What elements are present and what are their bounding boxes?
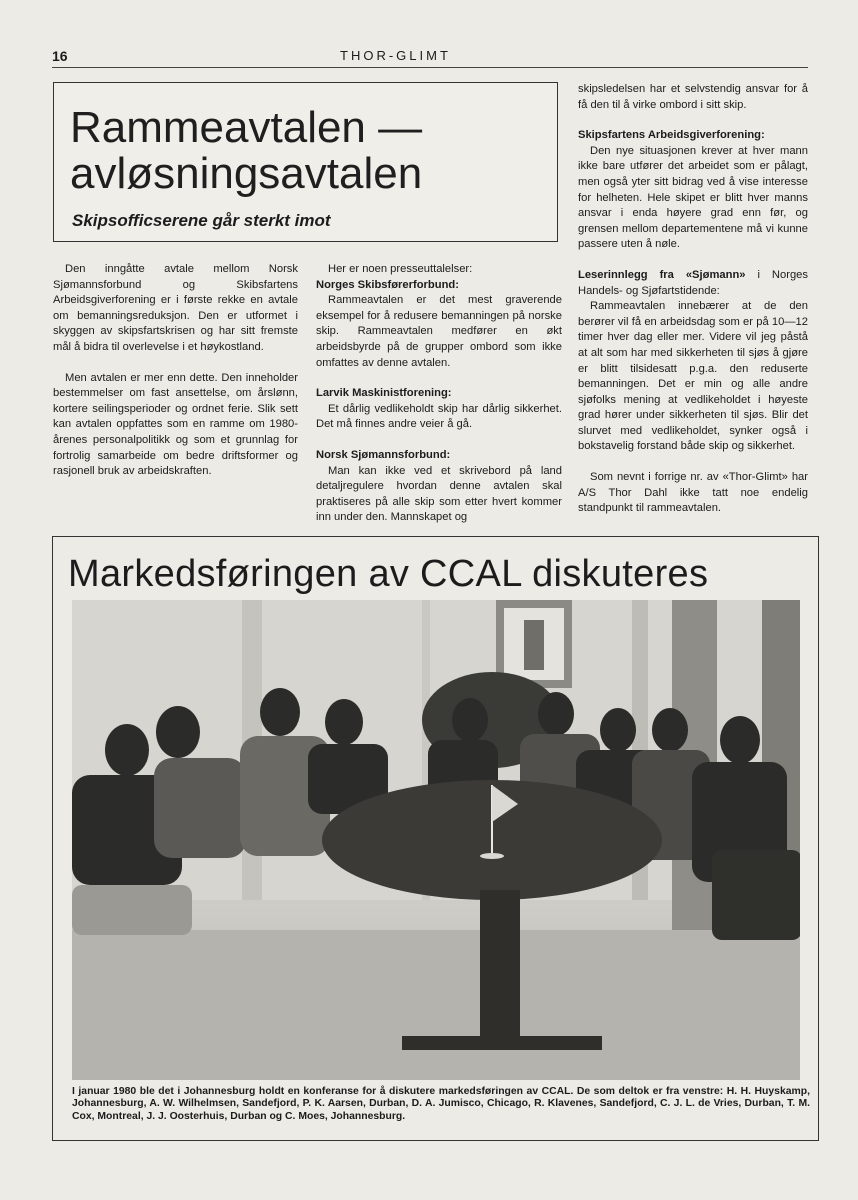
header-rule (52, 67, 808, 68)
paragraph: Men avtalen er mer enn dette. Den inneholder bestemmelser om fast ansettelse, om årslønn, kortere seilingsperioder og ordnet ferie. Slik sett kan avtalen oppfattes som en ramme om 1980-årenes personalpolitikk og som et grunnlag for fortrolig samarbeide om bedre driftsformer og rasjonell bruk av arbeidskraften. (53, 371, 298, 478)
section-heading: Norsk Sjømannsforbund: (316, 448, 451, 461)
paragraph: Et dårlig vedlikeholdt skip har dårlig sikkerhet. Det må finnes andre veier å gå. (316, 402, 562, 431)
article-column-2 (316, 262, 562, 541)
section-heading: Larvik Maskinistforening: (316, 387, 452, 400)
paragraph: Rammeavtalen innebærer at de den berører vil få en arbeidsdag som er på 10—12 timer hver dag eller mer. Videre vil jeg påstå at alt som har med sikkerheten til sjøs å gjøre er blitt tilsidesatt p.g.a. den reduserte bemanningen. Det er min og alle andre sjøfolks mening at vedlikeholdet i høyeste grad hører under sikkerheten til sjøs. Blir det slurvet med vedlikeholdet, synker også i bokstavelig forstand både skip og sikkerhet. (578, 300, 808, 453)
article-title-box (53, 82, 558, 242)
paragraph: Den inngåtte avtale mellom Norsk Sjømannsforbund og Skibsfartens Arbeidsgiverforening er i første rekke en avtale om bemanningsreduksjon. Den er utformet i skyggen av skipsfartskrisen og har sitt fremste mål å bidra til overlevelse i et høykostland. (53, 263, 298, 353)
section-heading: Skipsfartens Arbeidsgiverforening: (578, 129, 765, 142)
article-column-1 (53, 262, 298, 495)
article-subtitle: Skipsofficserene går sterkt imot (72, 211, 331, 230)
section-heading: Norges Skibsførerforbund: (316, 278, 459, 291)
group-photo-illustration (72, 600, 800, 1080)
section-heading-rest: i Norges Handels- og Sjøfartstidende: (578, 268, 808, 297)
photo-caption: I januar 1980 ble det i Johannesburg holdt en konferanse for å diskutere markedsføringen av CCAL. De som deltok er fra venstre: H. H. Huyskamp, Johannesburg, A. W. Wilhelmsen, Sandefjord, P. K. Aarsen, Durban, D. A. Jumisco, Chicago, R. Klavenes, Sandefjord, C. J. L. de Vries, Durban, T. M. Cox, Montreal, J. J. Oosterhuis, Durban og C. Moes, Johannesburg. (72, 1086, 810, 1122)
running-head: THOR-GLIMT (340, 48, 451, 63)
paragraph: Her er noen presseuttalelser: (328, 263, 473, 275)
article-column-3 (578, 82, 808, 532)
paragraph: skipsledelsen har et selvstendig ansvar for å få den til å virke ombord i sitt skip. (578, 83, 808, 111)
article-title: Rammeavtalen — avløsningsavtalen (70, 103, 423, 198)
feature-title: Markedsføringen av CCAL diskuteres (68, 553, 709, 595)
paragraph: Den nye situasjonen krever at hver mann ikke bare utfører det arbeidet som er pålagt, men også yter sitt bidrag ved å vise interesse for helheten. Hele skipet er blitt hver manns ansvar i enda høyere grad enn før, og grensen mellom departementene må vi kunne passere uten å nøle. (578, 144, 808, 251)
paragraph: Man kan ikke ved et skrivebord på land detaljregulere hvordan denne avtalen skal praktiseres på alle skip som etter hvert kommer inn under den. Mannskapet og (316, 464, 562, 524)
paragraph: Som nevnt i forrige nr. av «Thor-Glimt» har A/S Thor Dahl ikke tatt noe endelig standpunkt til rammeavtalen. (578, 471, 808, 515)
page-number: 16 (52, 48, 68, 64)
section-heading: Leserinnlegg fra «Sjømann» (578, 268, 746, 281)
paragraph: Rammeavtalen er det mest graverende eksempel for å redusere bemanningen på norske skip. Rammeavtalen medfører en økt arbeidsbyrde på de grupper ombord som ikke omfattes av denne avtalen. (316, 294, 562, 369)
group-photo (72, 600, 800, 1080)
